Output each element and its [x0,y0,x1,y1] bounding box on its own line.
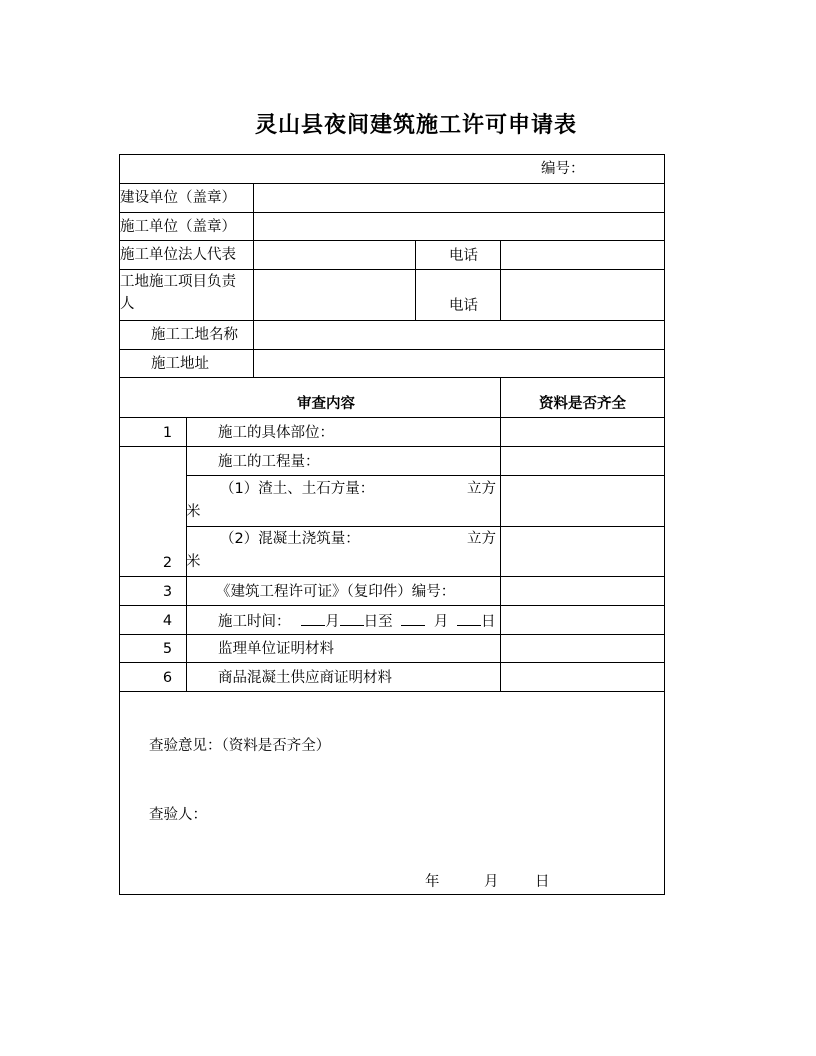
review-content-header: 审查内容 [297,396,355,412]
unit-label-cont: 米 [186,554,201,570]
month-word: 月 [325,614,340,630]
inspection-opinion-label: 查验意见：（资料是否齐全） [149,738,331,754]
day-blank [457,609,481,626]
review-item-text: 施工的具体部位： [218,425,334,441]
day-label: 日 [535,874,550,890]
month-blank [401,609,425,626]
phone-label: 电话 [449,248,478,264]
phone-label: 电话 [449,298,478,314]
row-number: 3 [162,584,173,600]
unit-label-cont: 米 [186,504,201,520]
row-number: 6 [162,670,173,686]
concrete-volume-label: （2）混凝土浇筑量： [220,531,360,547]
day-to-word: 日至 [363,614,393,630]
inspector-label: 查验人： [149,807,207,823]
serial-number-label: 编号： [541,161,585,177]
site-address-label: 施工地址 [151,356,209,372]
day-blank [340,609,364,626]
row-number: 4 [162,613,173,629]
project-leader-label-cont: 人 [120,296,135,312]
review-item-text: 施工的工程量： [218,454,320,470]
project-leader-label: 工地施工项目负责 [120,274,236,290]
unit-label: 立方 [467,481,496,497]
unit-label: 立方 [467,531,496,547]
contractor-unit-label: 施工单位（盖章） [120,219,236,235]
review-item-text: 《建筑工程许可证》（复印件）编号： [216,584,456,600]
month-word: 月 [433,614,449,630]
row-number: 2 [162,555,173,571]
review-item-text: 监理单位证明材料 [218,641,334,657]
site-name-label: 施工工地名称 [151,327,238,343]
row-number: 1 [162,425,173,441]
earth-volume-label: （1）渣土、土石方量： [220,481,375,497]
year-label: 年 [425,874,440,890]
day-word: 日 [480,614,496,630]
page-title: 灵山县夜间建筑施工许可申请表 [254,112,577,138]
legal-representative-label: 施工单位法人代表 [120,247,236,263]
application-form-table [119,154,665,895]
row-number: 5 [162,641,173,657]
materials-complete-header: 资料是否齐全 [539,396,626,412]
construction-unit-label: 建设单位（盖章） [120,190,236,206]
construction-time-line [218,609,499,632]
review-item-text: 商品混凝土供应商证明材料 [218,670,392,686]
construction-time-label: 施工时间： [218,614,291,630]
month-label: 月 [484,874,499,890]
month-blank [301,609,325,626]
